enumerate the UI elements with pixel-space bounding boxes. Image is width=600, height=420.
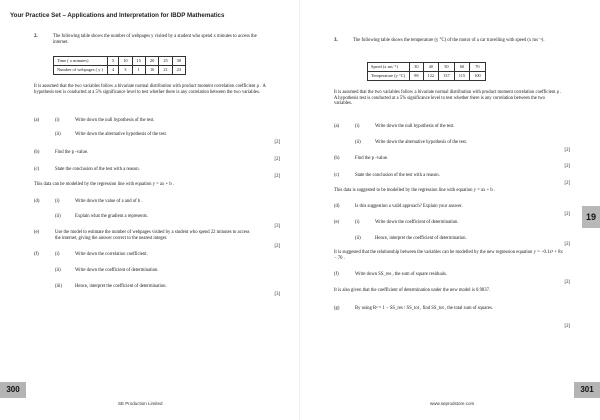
table-cell: 15: [132, 57, 145, 66]
marks: [2]: [274, 140, 280, 145]
subpart-label: (iii): [55, 284, 63, 289]
table-cell: 5: [107, 57, 118, 66]
data-table: [367, 62, 486, 81]
question-intro: The following table shows the temperature (y °C) of the motor of a car travelling with speed (x ms⁻¹).: [353, 38, 545, 43]
model-text: This data is suggested to be modelled by the regression line with equation y = ax + b .: [334, 188, 496, 193]
marks: [2]: [564, 324, 570, 329]
table-cell: 1: [132, 66, 145, 75]
website-footer: www.seprodstore.com: [430, 401, 475, 406]
part-label: (c): [34, 167, 40, 172]
marks: [2]: [564, 181, 570, 186]
table-cell: 115: [454, 72, 469, 81]
part-f-ii-text: Write down the coefficient of determination.: [75, 268, 159, 273]
question-number: 3.: [334, 38, 338, 43]
assumption-text: It is assumed that the two variables follow a bivariate normal distribution with product moment correlation coefficient ρ . A hypothesis test is conducted at a 5% significance level to test whether there is any correlation between the two variables.: [34, 84, 266, 95]
marks: [3]: [274, 292, 280, 297]
subpart-label: (i): [55, 118, 60, 123]
part-b-text: Find the p -value.: [355, 156, 389, 161]
new-model-text: It is suggested that the relationship between the variables can be modelled by the new regression equation y = −0.1x² + 8x − 70 .: [334, 250, 563, 261]
part-label: (a): [334, 124, 340, 129]
table-row-label: Speed (x ms⁻¹): [368, 63, 410, 72]
part-f-i-text: Write down the correlation coefficient.: [75, 252, 148, 257]
table-row: [368, 72, 486, 81]
part-label: (c): [334, 173, 340, 178]
part-label: (f): [34, 252, 39, 257]
page-header: Your Practice Set – Applications and Interpretation for IBDP Mathematics: [10, 12, 225, 19]
subpart-label: (i): [55, 252, 60, 257]
table-cell: 10: [119, 57, 132, 66]
marks: [2]: [564, 148, 570, 153]
table-cell: 25: [159, 57, 172, 66]
data-table: [53, 56, 186, 75]
part-label: (e): [334, 220, 340, 225]
part-e-ii-text: Hence, interpret the coefficient of determination.: [375, 236, 467, 241]
page-gutter: [299, 0, 300, 420]
question-intro: The following table shows the number of webpages y visited by a student who spend x minutes to access the internet.: [53, 34, 257, 45]
marks: [3]: [274, 224, 280, 229]
table-row-label: Time ( x minutes): [54, 57, 108, 66]
part-f-text: Write down SS_res , the sum of square residuals.: [355, 272, 447, 277]
subpart-label: (i): [355, 220, 360, 225]
part-e-i-text: Write down the coefficient of determination.: [375, 220, 459, 225]
part-d-ii-text: Explain what the gradient a represents.: [75, 214, 148, 219]
part-e-text: Use the model to estimate the number of webpages visited by a student who spend 22 minutes to access the internet, giving the answer correct to the nearest integer.: [55, 230, 250, 241]
part-label: (d): [34, 199, 40, 204]
part-d-i-text: Write down the value of a and of b .: [75, 199, 143, 204]
marks: [2]: [564, 280, 570, 285]
table-cell: 16: [145, 66, 158, 75]
subpart-label: (ii): [55, 214, 61, 219]
table-cell: 30: [410, 63, 423, 72]
table-cell: 3: [119, 66, 132, 75]
table-cell: 21: [159, 66, 172, 75]
part-label: (g): [334, 306, 340, 311]
part-label: (b): [334, 156, 340, 161]
table-cell: 70: [470, 63, 486, 72]
part-label: (b): [34, 150, 40, 155]
table-cell: 40: [423, 63, 439, 72]
table-row-label: Temperature (y °C): [368, 72, 410, 81]
part-g-text: By using R² = 1 − SS_res / SS_tot , find SS_tot , the total sum of squares.: [355, 306, 493, 311]
subpart-label: (i): [55, 199, 60, 204]
part-a-i-text: Write down the null hypothesis of the test.: [75, 118, 155, 123]
marks: [2]: [564, 242, 570, 247]
part-f-iii-text: Hence, interpret the coefficient of determination.: [75, 284, 167, 289]
table-cell: 30: [172, 57, 185, 66]
table-cell: 50: [439, 63, 455, 72]
table-cell: 20: [145, 57, 158, 66]
page-number-right: 301: [574, 382, 600, 398]
part-a-i-text: Write down the null hypothesis of the test.: [375, 124, 455, 129]
marks: [2]: [274, 174, 280, 179]
table-row: [54, 57, 186, 66]
table-row: [368, 63, 486, 72]
part-label: (e): [34, 230, 40, 235]
table-cell: 100: [470, 72, 486, 81]
part-a-ii-text: Write down the alternative hypothesis of the test.: [75, 132, 167, 137]
marks: [2]: [564, 212, 570, 217]
part-c-text: State the conclusion of the test with a reason.: [355, 173, 440, 178]
page-number-left: 300: [0, 382, 26, 398]
part-label: (a): [34, 118, 40, 123]
subpart-label: (ii): [355, 236, 361, 241]
table-cell: 4: [107, 66, 118, 75]
part-c-text: State the conclusion of the test with a reason.: [55, 167, 140, 172]
table-cell: 137: [439, 72, 455, 81]
subpart-label: (i): [355, 124, 360, 129]
assumption-text: It is assumed that the two variables follow a bivariate normal distribution with product moment correlation coefficient ρ . A hypothesis test is conducted at a 5% significance level to test whether there is any correlation between the two variables.: [334, 90, 562, 107]
part-d-text: Is this suggestion a valid approach? Explain your answer.: [355, 204, 463, 209]
subpart-label: (ii): [55, 268, 61, 273]
question-number: 2.: [34, 34, 38, 39]
part-a-ii-text: Write down the alternative hypothesis of the test.: [375, 140, 467, 145]
chapter-tab: 19: [582, 206, 600, 228]
subpart-label: (ii): [355, 140, 361, 145]
table-cell: 122: [423, 72, 439, 81]
part-label: (d): [334, 204, 340, 209]
model-text: This data can be modelled by the regression line with equation y = ax + b .: [34, 182, 175, 187]
marks: [2]: [274, 157, 280, 162]
marks: [2]: [564, 164, 570, 169]
table-cell: 60: [454, 63, 469, 72]
table-cell: 23: [172, 66, 185, 75]
table-row: [54, 66, 186, 75]
publisher-footer: SE Production Limited: [118, 401, 163, 406]
table-row-label: Number of webpages ( y ): [54, 66, 108, 75]
part-label: (f): [334, 272, 339, 277]
subpart-label: (ii): [55, 132, 61, 137]
part-b-text: Find the p -value.: [55, 150, 89, 155]
r2-info-text: It is also given that the coefficient of determination under the new model is 0.9837.: [334, 288, 491, 293]
table-cell: 98: [410, 72, 423, 81]
marks: [2]: [274, 244, 280, 249]
